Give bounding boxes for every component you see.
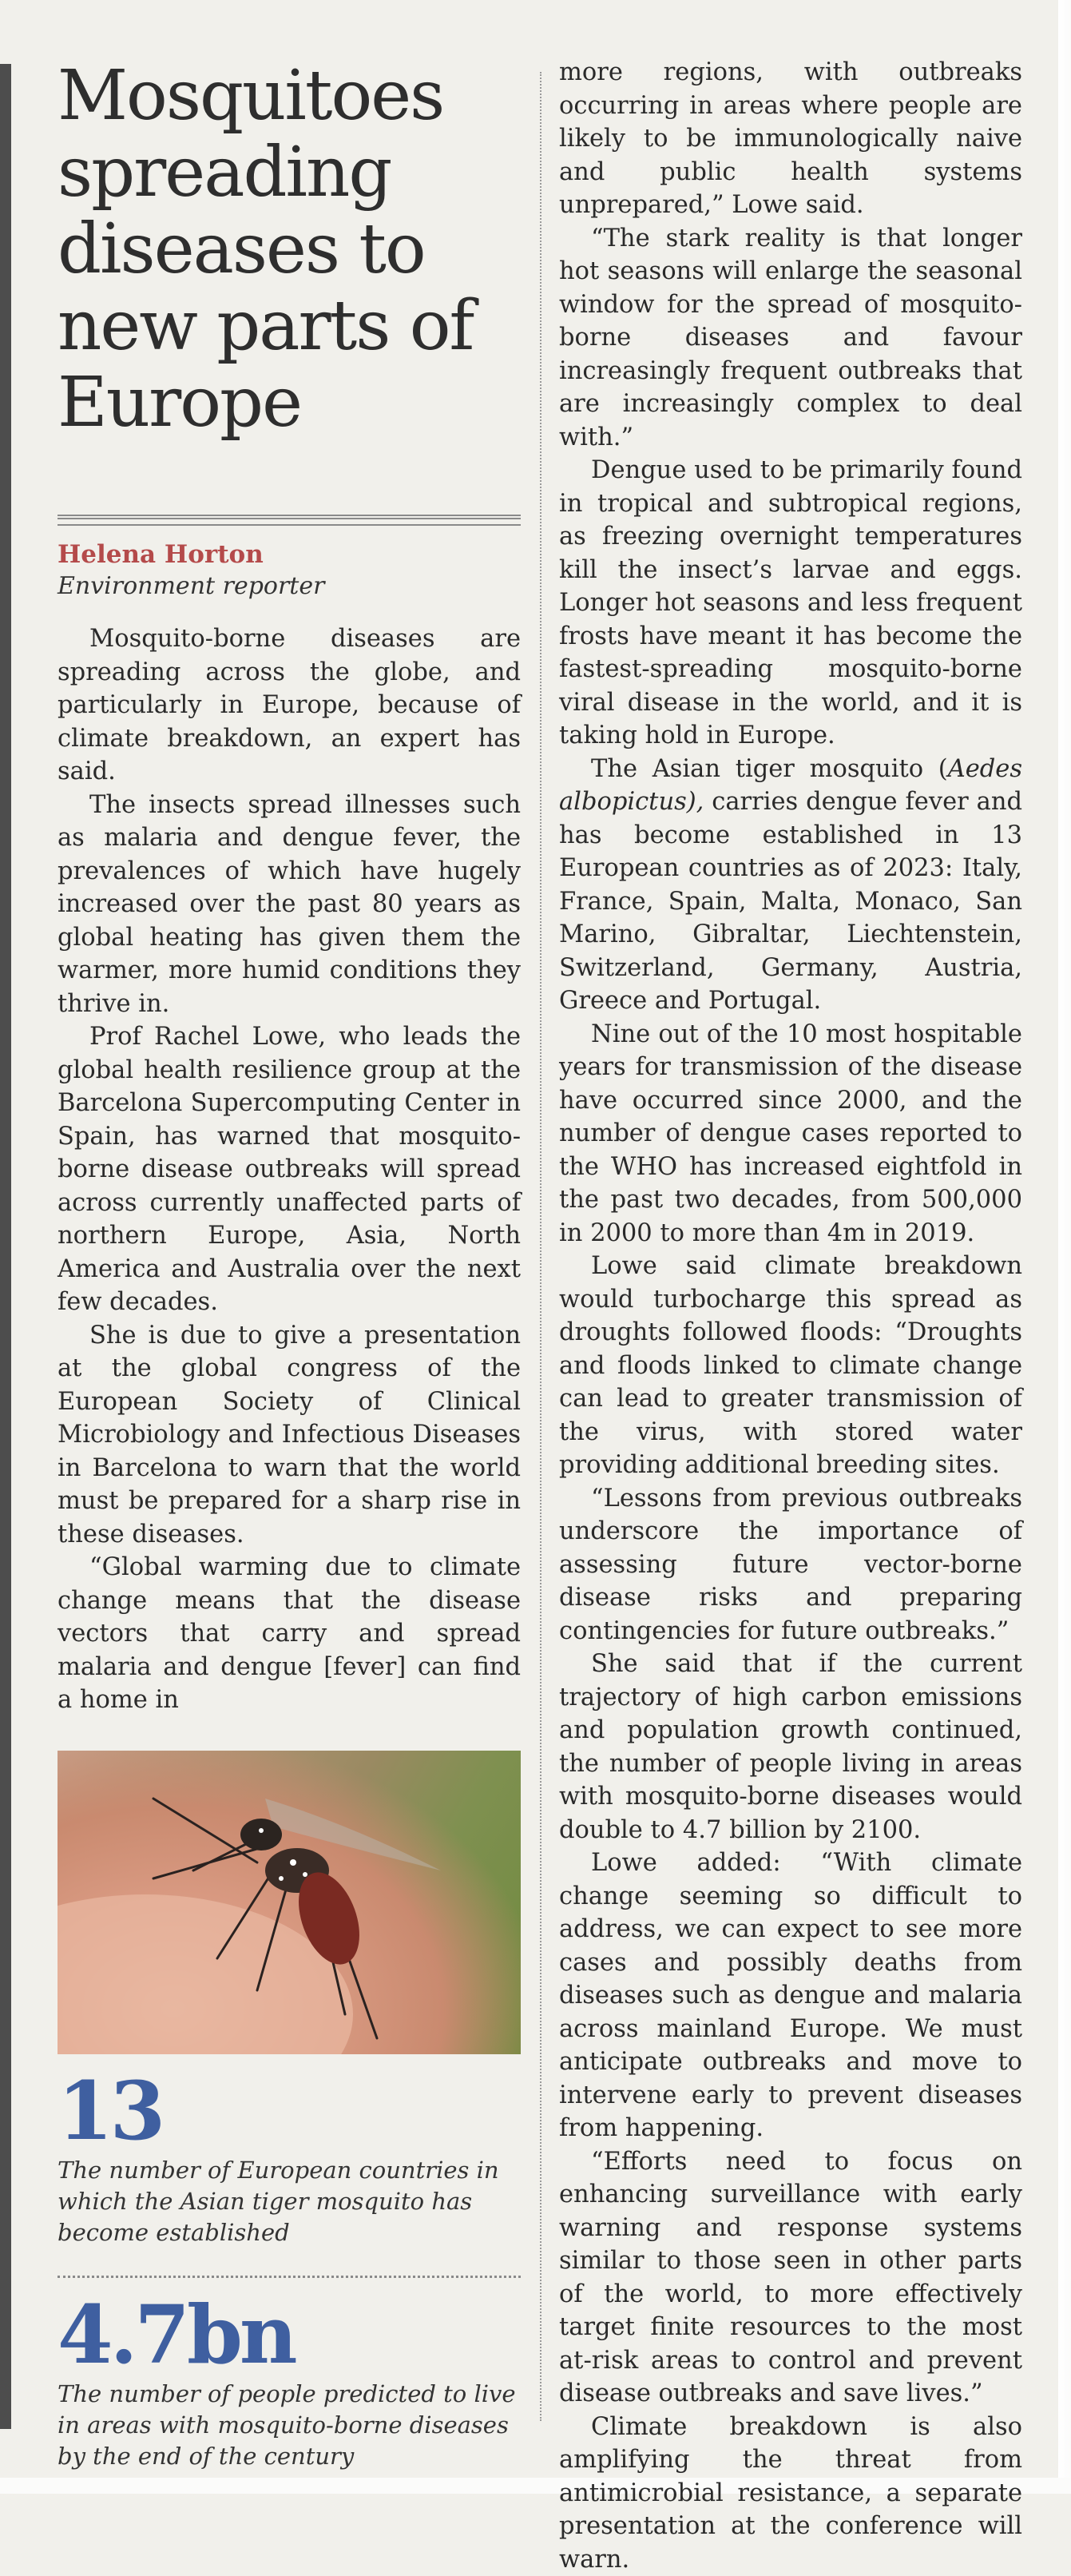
paragraph: “Lessons from previous outbreaks underscore the importance of assessing future vector-borne disease risks and preparing contingencies for future outbreaks.” [559, 1482, 1022, 1648]
paragraph: Lowe added: “With climate change seeming so difficult to address, we can expect to see more cases and possibly deaths from diseases such as dengue and malaria across mainland Europe. We must anticipate outbreaks and move to intervene early to prevent diseases from happening. [559, 1847, 1022, 2145]
byline-rule [58, 515, 521, 526]
column-divider [540, 72, 541, 2421]
stat-divider [58, 2276, 521, 2278]
paragraph-rest: carries dengue fever and has become established in 13 European countries as of 2023: Italy, France, Spain, Malta, Monaco, San Marino, Gibraltar, Liechtenstein, Switzerland, Germany, Austria, Greece and Portugal. [559, 788, 1022, 1015]
paragraph: Nine out of the 10 most hospitable years for transmission of the disease have occurred since 2000, and the number of dengue cases reported to the WHO has increased eightfold in the past two decades, from 500,000 in 2000 to more than 4m in 2019. [559, 1018, 1022, 1250]
paragraph: The insects spread illnesses such as malaria and dengue fever, the prevalences of which have hugely increased over the past 80 years as global heating has given them the warmer, more humid conditions they thrive in. [58, 789, 521, 1021]
paragraph: Prof Rachel Lowe, who leads the global health resilience group at the Barcelona Supercomputing Center in Spain, has warned that mosquito-borne disease outbreaks will spread across currently unaffected parts of northern Europe, Asia, North America and Australia over the next few decades. [58, 1020, 521, 1319]
article-body-right [559, 56, 1022, 2576]
paragraph: “Efforts need to focus on enhancing surveillance with early warning and response systems similar to those seen in other parts of the world, to more effectively target finite resources to the most at-risk areas to control and prevent disease outbreaks and save lives.” [559, 2145, 1022, 2411]
right-column [559, 56, 1022, 2576]
byline-name: Helena Horton [58, 540, 521, 569]
left-column [58, 58, 521, 2472]
article-body-left [58, 622, 521, 1717]
column-accent-bar [0, 64, 11, 2429]
stat-number: 4.7bn [58, 2291, 521, 2379]
paragraph: more regions, with outbreaks occurring in areas where people are likely to be immunologically naive and public health systems unprepared,” Lowe said. [559, 56, 1022, 222]
mosquito-icon [58, 1751, 521, 2054]
stat-caption: The number of European countries in which the Asian tiger mosquito has become established [58, 2155, 521, 2248]
paragraph: Lowe said climate breakdown would turbocharge this spread as droughts followed floods: “Droughts and floods linked to climate change can lead to greater transmission of the virus, with stored water providing additional breeding sites. [559, 1250, 1022, 1482]
headline: Mosquitoes spreading diseases to new parts of Europe [58, 58, 521, 441]
paragraph: She is due to give a presentation at the global congress of the European Society of Clinical Microbiology and Infectious Diseases in Barcelona to warn that the world must be prepared for a sharp rise in these diseases. [58, 1319, 521, 1552]
paragraph: “Global warming due to climate change means that the disease vectors that carry and spread malaria and dengue [fever] can find a home in [58, 1551, 521, 1717]
stat-caption: The number of people predicted to live in areas with mosquito-borne diseases by the end of the century [58, 2379, 521, 2472]
paragraph-tiger-mosquito [559, 753, 1022, 1018]
paragraph-lead: The Asian tiger mosquito ( [591, 755, 948, 783]
paragraph: “The stark reality is that longer hot seasons will enlarge the seasonal window for the spread of mosquito-borne diseases and favour increasingly frequent outbreaks that are increasingly complex to deal with.” [559, 222, 1022, 455]
mosquito-photo [58, 1751, 521, 2054]
paragraph: Mosquito-borne diseases are spreading across the globe, and particularly in Europe, because of climate breakdown, an expert has said. [58, 622, 521, 789]
stat-number: 13 [58, 2067, 521, 2155]
paragraph: She said that if the current trajectory of high carbon emissions and population growth continued, the number of people living in areas with mosquito-borne diseases would double to 4.7 billion by 2100. [559, 1648, 1022, 1847]
page-edge [1058, 0, 1071, 2494]
species-name: Aedes albopictus), [559, 755, 1022, 817]
paragraph: Climate breakdown is also amplifying the threat from antimicrobial resistance, a separate presentation at the conference will warn. [559, 2411, 1022, 2576]
byline-role: Environment reporter [58, 572, 521, 600]
paragraph: Dengue used to be primarily found in tropical and subtropical regions, as freezing overnight temperatures kill the insect’s larvae and eggs. Longer hot seasons and less frequent frosts have meant it has become the fastest-spreading mosquito-borne viral disease in the world, and it is taking hold in Europe. [559, 454, 1022, 753]
